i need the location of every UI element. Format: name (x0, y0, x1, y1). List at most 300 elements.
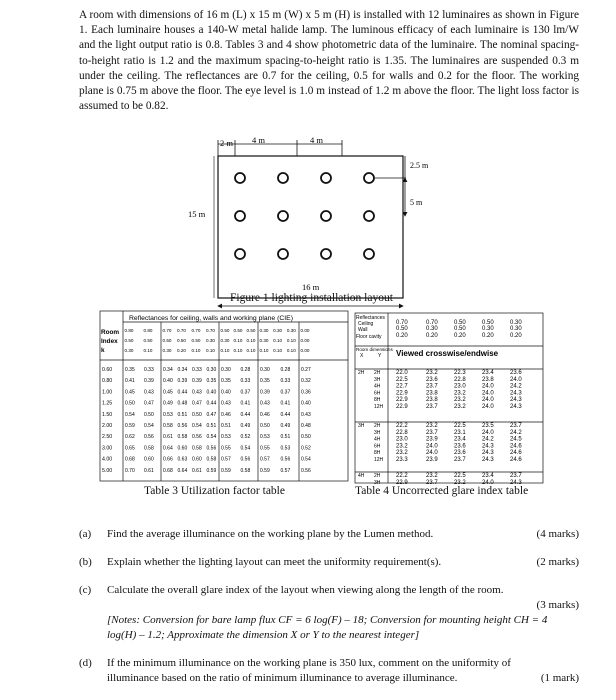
header-reflectance: 0.10 (233, 338, 243, 343)
glare-index: 24.0 (482, 479, 494, 484)
utilization-factor: 0.61 (192, 467, 202, 474)
glare-index: 24.0 (426, 443, 438, 450)
spacing-label-1: 4 m (252, 136, 265, 145)
header-reflectance: 0.70 (206, 328, 215, 333)
glare-index: 24.3 (482, 443, 494, 450)
utilization-factor: 0.28 (280, 367, 291, 373)
header-reflectance: 0.10 (143, 348, 153, 353)
table3-caption: Table 3 Utilization factor table (144, 485, 285, 497)
utilization-factor: 0.51 (206, 423, 217, 429)
utilization-factor: 0.33 (280, 378, 291, 385)
glare-index: 22.2 (396, 423, 408, 429)
glare-index: 22.0 (396, 370, 408, 376)
header-reflectance: 0.50 (177, 338, 186, 343)
glare-index: 23.8 (426, 390, 438, 397)
ceiling-label: Ceiling (358, 321, 374, 327)
utilization-factor: 0.52 (240, 434, 251, 441)
glare-index: 23.4 (454, 436, 466, 443)
header-reflectance: 0.50 (162, 338, 172, 343)
figure-caption: Figure 1 lighting installation layout (230, 292, 393, 304)
wall-label: Wall (358, 327, 368, 333)
utilization-factor: 0.47 (144, 400, 154, 407)
utilization-factor: 0.70 (125, 467, 135, 474)
header-reflectance: 0.30 (482, 326, 494, 332)
glare-index: 24.2 (482, 436, 494, 443)
utilization-factor: 0.53 (260, 434, 270, 441)
utilization-factor: 0.56 (177, 423, 188, 429)
utilization-factor: 0.58 (206, 456, 217, 463)
utilization-factor: 0.58 (240, 467, 251, 474)
header-reflectance: 0.00 (300, 338, 310, 343)
layout-figure (160, 136, 450, 316)
utilization-factor: 0.48 (301, 423, 311, 429)
dimension-y: 6H (374, 443, 381, 450)
glare-index: 23.7 (426, 429, 438, 436)
glare-index: 22.9 (396, 390, 408, 397)
room-dimensions-label: Room dimensions (356, 347, 393, 352)
utilization-factor: 0.35 (221, 378, 231, 385)
utilization-factor: 0.45 (125, 389, 135, 396)
utilization-factor: 0.41 (125, 378, 135, 385)
utilization-factor: 0.36 (301, 389, 311, 396)
header-reflectance: 0.20 (426, 333, 438, 339)
header-reflectance: 0.30 (259, 328, 269, 333)
glare-index: 24.0 (426, 450, 438, 457)
glare-index: 23.2 (396, 450, 408, 457)
utilization-factor: 0.39 (144, 378, 154, 385)
utilization-factor: 0.59 (221, 467, 231, 474)
luminaire (278, 249, 288, 259)
utilization-factor: 0.58 (192, 445, 202, 452)
glare-index: 23.6 (510, 370, 522, 376)
header-reflectance: 0.50 (124, 338, 134, 343)
utilization-factor: 0.59 (206, 467, 217, 474)
dimension-y: 4H (374, 383, 381, 390)
header-reflectance: 0.70 (396, 320, 408, 326)
header-reflectance: 0.30 (162, 348, 172, 353)
glare-index: 22.2 (396, 473, 408, 479)
utilization-factor: 0.55 (260, 445, 270, 452)
glare-index: 24.6 (510, 457, 522, 463)
header-reflectance: 0.50 (454, 320, 466, 326)
question-b: (b) Explain whether the lighting layout can meet the uniformity requirement(s). (2 marks) (79, 556, 579, 568)
utilization-factor: 0.60 (192, 456, 202, 463)
dimension-y: 8H (374, 397, 381, 404)
header-reflectance: 0.80 (143, 328, 153, 333)
dimension-x: 3H (358, 423, 365, 429)
utilization-factor: 0.41 (240, 400, 251, 407)
table3-title: Reflectances for ceiling, walls and working plane (CIE) (129, 315, 293, 322)
utilization-factor: 0.58 (144, 445, 154, 452)
utilization-factor: 0.56 (206, 445, 217, 452)
utilization-factor: 0.47 (192, 400, 202, 407)
glare-index: 23.1 (454, 429, 466, 436)
utilization-factor: 0.53 (280, 445, 291, 452)
header-reflectance: 0.30 (259, 338, 269, 343)
glare-index: 24.0 (482, 429, 494, 436)
utilization-factor: 0.46 (260, 411, 270, 418)
utilization-factor: 0.57 (280, 467, 291, 474)
glare-index: 24.0 (482, 397, 494, 404)
utilization-factor: 0.30 (260, 367, 270, 373)
utilization-factor: 0.60 (177, 445, 188, 452)
viewed-label: Viewed crosswise/endwise (396, 349, 499, 358)
glare-index: 23.2 (426, 473, 438, 479)
header-reflectance: 0.50 (396, 326, 408, 332)
glare-index: 23.2 (396, 443, 408, 450)
utilization-factor: 0.50 (260, 423, 270, 429)
utilization-factor: 0.49 (163, 400, 173, 407)
utilization-factor: 0.54 (125, 411, 135, 418)
utilization-factor: 0.30 (206, 367, 217, 373)
glare-index: 24.3 (482, 450, 494, 457)
header-reflectance: 0.20 (510, 333, 522, 339)
dimension-y: 6H (374, 390, 381, 397)
utilization-factor: 0.50 (301, 434, 311, 441)
luminaire (235, 249, 245, 259)
glare-index: 23.2 (454, 479, 466, 484)
header-reflectance: 0.10 (220, 348, 230, 353)
header-reflectance: 0.10 (259, 348, 269, 353)
dimension-y: 8H (374, 450, 381, 457)
utilization-factor: 0.45 (163, 389, 173, 396)
dimension-y: 2H (374, 370, 381, 376)
utilization-factor: 0.47 (206, 411, 217, 418)
half-spacing-label: 2 m (220, 138, 233, 148)
glare-index: 24.0 (482, 404, 494, 410)
utilization-factor: 0.43 (192, 389, 202, 396)
utilization-factor: 0.54 (206, 434, 217, 441)
utilization-factor: 0.40 (221, 389, 231, 396)
glare-index: 23.9 (426, 457, 438, 463)
room-index-value: 0.60 (102, 367, 113, 373)
header-reflectance: 0.10 (191, 348, 201, 353)
utilization-factor: 0.39 (177, 378, 188, 385)
utilization-factor: 0.56 (192, 434, 202, 441)
header-reflectance: 0.30 (286, 328, 296, 333)
header-reflectance: 0.50 (246, 328, 256, 333)
utilization-factor: 0.43 (221, 400, 231, 407)
question-d: (d) If the minimum illuminance on the working plane is 350 lux, comment on the uniformity of illuminance based on the ratio of minimum illuminance to average illuminance. (1 mark) (79, 657, 579, 684)
header-reflectance: 0.20 (177, 348, 186, 353)
utilization-factor: 0.51 (177, 411, 188, 418)
utilization-factor: 0.56 (301, 467, 311, 474)
dimension-y: 3H (374, 376, 381, 383)
header-reflectance: 0.30 (124, 348, 134, 353)
glare-index-table (354, 312, 544, 484)
glare-index: 24.5 (510, 436, 522, 443)
utilization-factor: 0.30 (221, 367, 231, 373)
utilization-factor: 0.44 (240, 411, 251, 418)
utilization-factor: 0.51 (221, 423, 231, 429)
utilization-factor: 0.60 (144, 456, 154, 463)
header-reflectance: 0.10 (273, 348, 283, 353)
header-reflectance: 0.30 (220, 338, 230, 343)
utilization-factor: 0.64 (163, 445, 173, 452)
header-reflectance: 0.50 (482, 320, 494, 326)
header-reflectance: 0.10 (206, 348, 215, 353)
room-index-value: 1.50 (102, 411, 113, 418)
utilization-factor: 0.58 (163, 423, 173, 429)
header-reflectance: 0.20 (396, 333, 408, 339)
utilization-factor: 0.37 (280, 389, 291, 396)
utilization-factor: 0.43 (301, 411, 311, 418)
dimension-y: 12H (374, 457, 384, 463)
room-index-value: 2.50 (102, 434, 113, 441)
offset-label: 2.5 m (410, 161, 429, 170)
glare-index: 23.2 (426, 370, 438, 376)
room-index-label: k (101, 347, 105, 354)
glare-index: 24.2 (510, 429, 522, 436)
glare-index: 23.8 (426, 397, 438, 404)
glare-index: 22.9 (396, 479, 408, 484)
glare-index: 23.7 (454, 457, 466, 463)
utilization-factor: 0.44 (177, 389, 188, 396)
dimension-y: 2H (374, 423, 381, 429)
header-reflectance: 0.10 (286, 348, 296, 353)
utilization-factor: 0.48 (177, 400, 188, 407)
utilization-factor: 0.35 (206, 378, 217, 385)
utilization-factor: 0.33 (240, 378, 251, 385)
glare-index: 22.7 (396, 383, 408, 390)
glare-index: 24.0 (482, 383, 494, 390)
luminaire (278, 173, 288, 183)
luminaire (235, 211, 245, 221)
utilization-factor: 0.56 (240, 456, 251, 463)
y-label: Y (378, 353, 382, 359)
header-reflectance: 0.50 (454, 326, 466, 332)
utilization-factor: 0.65 (125, 445, 135, 452)
utilization-factor: 0.28 (240, 367, 251, 373)
utilization-factor: 0.39 (192, 378, 202, 385)
glare-index: 22.9 (396, 404, 408, 410)
header-reflectance: 0.00 (300, 348, 310, 353)
utilization-factor: 0.32 (301, 378, 311, 385)
room-index-value: 1.25 (102, 400, 113, 407)
glare-index: 22.8 (396, 429, 408, 436)
glare-index: 24.0 (510, 376, 522, 383)
dimension-x: 2H (358, 370, 365, 376)
utilization-factor: 0.52 (301, 445, 311, 452)
utilization-factor: 0.43 (260, 400, 270, 407)
luminaire (235, 173, 245, 183)
header-reflectance: 0.20 (454, 333, 466, 339)
width-label: 15 m (188, 209, 206, 219)
dimension-x: 4H (358, 473, 365, 479)
glare-index: 23.7 (510, 473, 522, 479)
utilization-factor: 0.68 (163, 467, 173, 474)
glare-index: 23.2 (426, 423, 438, 429)
header-reflectance: 0.50 (143, 338, 153, 343)
utilization-factor: 0.51 (280, 434, 291, 441)
header-reflectance: 0.70 (426, 320, 438, 326)
utilization-factor: 0.40 (206, 389, 217, 396)
glare-index: 23.7 (510, 423, 522, 429)
room-index-value: 4.00 (102, 456, 113, 463)
header-reflectance: 0.10 (246, 338, 256, 343)
glare-index: 23.7 (426, 404, 438, 410)
glare-index: 23.6 (454, 450, 466, 457)
utilization-factor: 0.53 (221, 434, 231, 441)
room-index-value: 3.00 (102, 445, 113, 452)
dimension-y: 4H (374, 436, 381, 443)
glare-index: 22.5 (454, 473, 466, 479)
glare-index: 22.5 (396, 376, 408, 383)
header-reflectance: 0.00 (300, 328, 310, 333)
utilization-factor: 0.56 (144, 434, 154, 441)
spacing-label-2: 4 m (310, 136, 323, 145)
glare-index: 23.6 (426, 376, 438, 383)
header-reflectance: 0.10 (273, 338, 283, 343)
glare-index: 22.8 (454, 376, 466, 383)
glare-index: 24.3 (510, 479, 522, 484)
utilization-factor: 0.27 (301, 367, 311, 373)
dimension-y: 12H (374, 404, 384, 410)
glare-index: 22.3 (454, 370, 466, 376)
utilization-factor: 0.46 (221, 411, 231, 418)
luminaire (364, 211, 374, 221)
header-reflectance: 0.70 (191, 328, 201, 333)
glare-index: 24.3 (482, 457, 494, 463)
header-reflectance: 0.80 (124, 328, 134, 333)
glare-index: 24.3 (510, 397, 522, 404)
utilization-factor: 0.57 (221, 456, 231, 463)
room-index-value: 2.00 (102, 423, 113, 429)
glare-index: 22.9 (396, 397, 408, 404)
glare-index: 23.7 (426, 479, 438, 484)
utilization-factor: 0.50 (125, 400, 135, 407)
room-index-label: Room (101, 329, 120, 336)
utilization-factor: 0.35 (125, 367, 135, 373)
room-index-value: 5.00 (102, 467, 113, 474)
glare-index: 23.2 (454, 397, 466, 404)
utilization-factor: 0.44 (280, 411, 291, 418)
utilization-factor: 0.64 (177, 467, 188, 474)
utilization-factor: 0.59 (125, 423, 135, 429)
utilization-factor: 0.41 (280, 400, 291, 407)
glare-index: 23.2 (454, 404, 466, 410)
header-reflectance: 0.10 (246, 348, 256, 353)
glare-index: 24.2 (510, 383, 522, 390)
room-index-value: 1.00 (102, 389, 113, 396)
header-reflectance: 0.70 (162, 328, 172, 333)
utilization-factor: 0.53 (163, 411, 173, 418)
glare-index: 23.6 (454, 443, 466, 450)
header-reflectance: 0.30 (510, 320, 522, 326)
room-index-value: 0.80 (102, 378, 113, 385)
glare-index: 23.0 (454, 383, 466, 390)
luminaire (321, 249, 331, 259)
luminaire (364, 173, 374, 183)
glare-index: 23.3 (396, 457, 408, 463)
luminaire (321, 173, 331, 183)
utilization-factor: 0.40 (163, 378, 173, 385)
header-reflectance: 0.50 (191, 338, 201, 343)
utilization-factor: 0.61 (163, 434, 173, 441)
question-c: (c) Calculate the overall glare index of the layout when viewing along the length of the room. (3 marks) [Notes: Conversion for bare lamp flux CF = 6 log(F) – 18; Conversion for mounting height CH = 4 log(H) – 1.2; Approximate the dimension X or Y to the nearest integer] (79, 584, 579, 641)
problem-statement: A room with dimensions of 16 m (L) x 15 m (W) x 5 m (H) is installed with 12 luminaires as shown in Figure 1. Each luminaire houses a 140-W metal halide lamp. The luminous efficacy of each luminaire is 130 lm/W and the light output ratio is 0.8. Tables 3 and 4 show photometric data of the luminaire. The nominal spacing-to-height ratio is 1.2 and the maximum spacing-to-height ratio is 1.35. The luminaires are suspended 0.3 m under the ceiling. The reflectances are 0.7 for the ceiling, 0.5 for walls and 0.2 for the floor. The working plane is 0.75 m above the floor. The eye level is 1.0 m instead of 1.2 m above the floor. The light loss factor is assumed to be 0.82. (79, 9, 579, 113)
header-reflectance: 0.10 (286, 338, 296, 343)
header-reflectance: 0.20 (482, 333, 494, 339)
utilization-factor: 0.33 (144, 367, 154, 373)
header-reflectance: 0.50 (233, 328, 243, 333)
utilization-factor: 0.54 (240, 445, 251, 452)
header-reflectance: 0.30 (510, 326, 522, 332)
luminaire (321, 211, 331, 221)
utilization-factor: 0.49 (280, 423, 291, 429)
utilization-factor: 0.61 (144, 467, 154, 474)
utilization-factor: 0.50 (192, 411, 202, 418)
luminaire (364, 249, 374, 259)
glare-index: 24.3 (510, 404, 522, 410)
utilization-factor: 0.59 (260, 467, 270, 474)
header-reflectance: 0.10 (233, 348, 243, 353)
x-label: X (360, 353, 364, 359)
luminaire (278, 211, 288, 221)
utilization-factor: 0.34 (177, 367, 188, 373)
glare-index: 23.5 (482, 423, 494, 429)
length-label: 16 m (302, 282, 320, 292)
glare-index: 24.0 (482, 390, 494, 397)
question-a: (a) Find the average illuminance on the working plane by the Lumen method. (4 marks) (79, 528, 579, 540)
glare-index: 23.0 (396, 436, 408, 443)
floor-cavity-label: Floor cavity (356, 334, 382, 340)
glare-index: 24.6 (510, 450, 522, 457)
utilization-factor: 0.40 (301, 400, 311, 407)
utilization-factor: 0.66 (163, 456, 173, 463)
header-reflectance: 0.70 (177, 328, 186, 333)
utilization-factor-table (99, 310, 349, 482)
glare-index: 23.2 (454, 390, 466, 397)
header-reflectance: 0.50 (220, 328, 230, 333)
dimension-y: 3H (374, 479, 381, 484)
glare-index: 23.8 (482, 376, 494, 383)
dimension-y: 2H (374, 473, 381, 479)
utilization-factor: 0.68 (125, 456, 135, 463)
table4-caption: Table 4 Uncorrected glare index table (355, 485, 529, 497)
utilization-factor: 0.34 (163, 367, 173, 373)
utilization-factor: 0.57 (260, 456, 270, 463)
utilization-factor: 0.63 (177, 456, 188, 463)
reflectances-label: Reflectances (356, 315, 385, 321)
glare-index: 23.4 (482, 370, 494, 376)
dimension-y: 3H (374, 429, 381, 436)
utilization-factor: 0.33 (192, 367, 202, 373)
utilization-factor: 0.54 (144, 423, 154, 429)
utilization-factor: 0.44 (206, 400, 217, 407)
utilization-factor: 0.49 (240, 423, 251, 429)
conversion-notes: [Notes: Conversion for bare lamp flux CF = 6 log(F) – 18; Conversion for mounting height CH = 4 log(H) – 1.2; Approximate the dimension X or Y to the nearest integer] (107, 614, 548, 641)
utilization-factor: 0.37 (240, 389, 251, 396)
header-reflectance: 0.30 (206, 338, 215, 343)
glare-index: 24.3 (510, 390, 522, 397)
utilization-factor: 0.54 (301, 456, 311, 463)
glare-index: 22.5 (454, 423, 466, 429)
utilization-factor: 0.35 (260, 378, 270, 385)
header-reflectance: 0.30 (426, 326, 438, 332)
utilization-factor: 0.43 (144, 389, 154, 396)
header-reflectance: 0.30 (273, 328, 283, 333)
utilization-factor: 0.55 (221, 445, 231, 452)
utilization-factor: 0.58 (177, 434, 188, 441)
glare-index: 23.7 (426, 383, 438, 390)
utilization-factor: 0.56 (280, 456, 291, 463)
utilization-factor: 0.54 (192, 423, 202, 429)
utilization-factor: 0.39 (260, 389, 270, 396)
glare-index: 23.9 (426, 436, 438, 443)
utilization-factor: 0.50 (144, 411, 154, 418)
glare-index: 24.6 (510, 443, 522, 450)
